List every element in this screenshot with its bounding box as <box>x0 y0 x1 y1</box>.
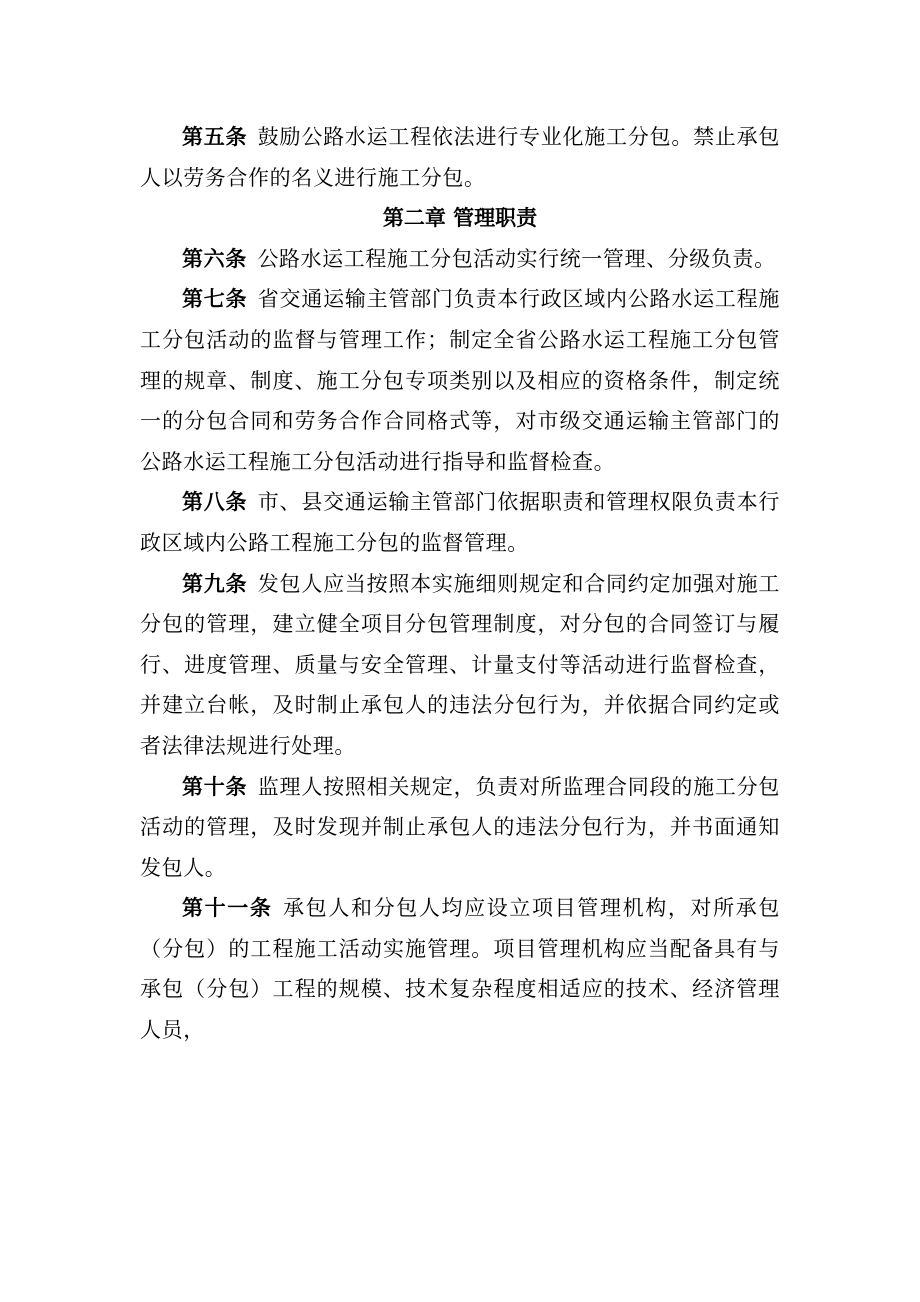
article-label: 第八条 <box>182 490 248 515</box>
article-label: 第十条 <box>182 774 248 799</box>
article-label: 第五条 <box>182 125 248 149</box>
document-page <box>140 117 780 1051</box>
article-text: 省交通运输主管部门负责本行政区域内公路水运工程施工分包活动的监督与管理工作；制定全省公路水运工程施工分包管理的规章、制度、施工分包专项类别以及相应的资格条件，制定统一的分包合同和劳务合作合同格式等，对市级交通运输主管部门的公路水运工程施工分包活动进行指导和监督检查。 <box>140 287 780 474</box>
article-label: 第十一条 <box>182 896 273 921</box>
article-text: 市、县交通运输主管部门依据职责和管理权限负责本行政区域内公路工程施工分包的监督管理。 <box>140 490 780 555</box>
article-8 <box>140 482 780 563</box>
article-10 <box>140 767 780 889</box>
article-6 <box>140 239 780 280</box>
article-text: 鼓励公路水运工程依法进行专业化施工分包。禁止承包人以劳务合作的名义进行施工分包。 <box>140 125 780 190</box>
article-text: 公路水运工程施工分包活动实行统一管理、分级负责。 <box>257 246 776 271</box>
article-5 <box>140 117 780 198</box>
article-text: 监理人按照相关规定，负责对所监理合同段的施工分包活动的管理，及时发现并制止承包人的违法分包行为，并书面通知发包人。 <box>140 774 780 880</box>
chapter-heading: 第二章 管理职责 <box>382 206 538 231</box>
article-7 <box>140 279 780 482</box>
article-label: 第九条 <box>182 571 248 596</box>
article-9 <box>140 564 780 767</box>
article-text: 承包人和分包人均应设立项目管理机构，对所承包（分包）的工程施工活动实施管理。项目管理机构应当配备具有与承包（分包）工程的规模、技术复杂程度相适应的技术、经济管理人员， <box>140 896 780 1043</box>
article-11 <box>140 888 780 1050</box>
article-label: 第六条 <box>182 246 247 271</box>
article-text: 发包人应当按照本实施细则规定和合同约定加强对施工分包的管理，建立健全项目分包管理制度，对分包的合同签订与履行、进度管理、质量与安全管理、计量支付等活动进行监督检查，并建立台帐，及时制止承包人的违法分包行为，并依据合同约定或者法律法规进行处理。 <box>140 571 780 758</box>
article-label: 第七条 <box>182 287 248 312</box>
